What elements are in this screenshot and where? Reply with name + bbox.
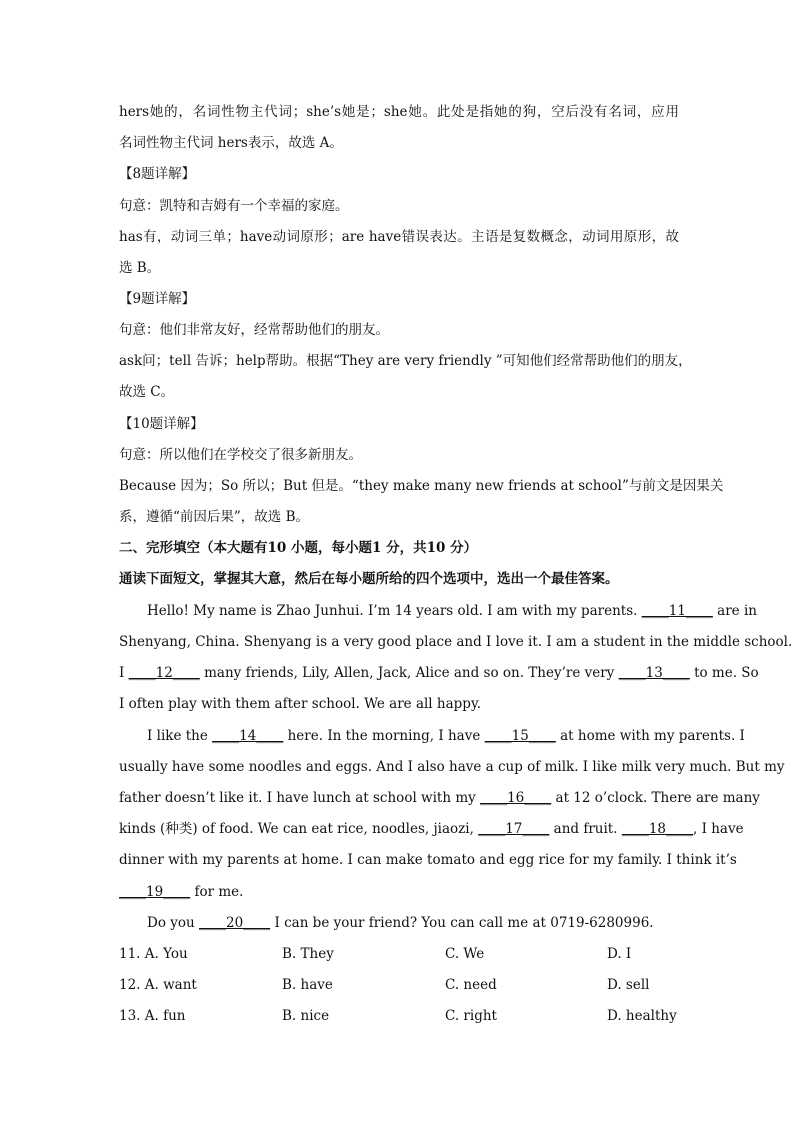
- passage-line: father doesn’t like it. I have lunch at school with my ____16____ at 12 o’clock. There are many: [119, 790, 760, 806]
- q10-meaning: 句意：所以他们在学校交了很多新朋友。: [119, 447, 362, 463]
- q9-explanation-line-2: 故选 C。: [119, 384, 175, 400]
- passage-line: kinds (种类) of food. We can eat rice, noodles, jiaozi, ____17____ and fruit. ____18____, I have: [119, 821, 744, 837]
- option-c: C. right: [445, 1008, 497, 1024]
- option-d: D. healthy: [607, 1008, 677, 1024]
- passage-line: Hello! My name is Zhao Junhui. I’m 14 years old. I am with my parents. ____11____ are in: [147, 603, 757, 619]
- option-a: 12. A. want: [119, 977, 197, 993]
- passage-line: I like the ____14____ here. In the morning, I have ____15____ at home with my parents. I: [147, 728, 745, 744]
- q10-explanation-line-1: Because 因为；So 所以；But 但是。“they make many new friends at school”与前文是因果关: [119, 478, 724, 494]
- option-b: B. have: [282, 977, 333, 993]
- passage-line: I often play with them after school. We are all happy.: [119, 696, 482, 712]
- option-a: 11. A. You: [119, 946, 188, 962]
- section-instruction: 通读下面短文，掌握其大意，然后在每小题所给的四个选项中，选出一个最佳答案。: [119, 571, 619, 587]
- blank-17: ____17____: [478, 821, 550, 837]
- blank-19: ____19____: [119, 884, 191, 900]
- option-b: B. nice: [282, 1008, 330, 1024]
- blank-14: ____14____: [212, 728, 284, 744]
- q9-meaning: 句意：他们非常友好，经常帮助他们的朋友。: [119, 322, 389, 338]
- passage-line: dinner with my parents at home. I can make tomato and egg rice for my family. I think it’s: [119, 852, 737, 868]
- passage-line: ____19____ for me.: [119, 884, 244, 900]
- section-heading: 二、完形填空（本大题有10 小题，每小题1 分，共10 分）: [119, 540, 478, 556]
- passage-line: usually have some noodles and eggs. And I also have a cup of milk. I like milk very much. But my: [119, 759, 785, 775]
- option-b: B. They: [282, 946, 334, 962]
- blank-16: ____16____: [480, 790, 552, 806]
- q10-explanation-line-2: 系，遵循“前因后果”，故选 B。: [119, 509, 310, 525]
- blank-12: ____12____: [128, 665, 200, 681]
- blank-18: ____18____: [621, 821, 693, 837]
- q8-explanation-line-2: 选 B。: [119, 260, 161, 276]
- q8-title: 【8题详解】: [119, 166, 196, 182]
- passage-line: Do you ____20____ I can be your friend? You can call me at 0719-6280996.: [147, 915, 654, 931]
- option-d: D. sell: [607, 977, 650, 993]
- q9-explanation-line-1: ask问；tell 告诉；help帮助。根据“They are very friendly ”可知他们经常帮助他们的朋友，: [119, 353, 692, 369]
- q8-explanation-line-1: has有，动词三单；have动词原形；are have错误表达。主语是复数概念，动词用原形，故: [119, 229, 679, 245]
- passage-line: I ____12____ many friends, Lily, Allen, Jack, Alice and so on. They’re very ____13____ to me. So: [119, 665, 759, 681]
- option-c: C. We: [445, 946, 485, 962]
- q7-explanation-line-1: hers她的，名词性物主代词；she’s她是；she她。此处是指她的狗，空后没有名词，应用: [119, 104, 679, 120]
- option-d: D. I: [607, 946, 632, 962]
- blank-20: ____20____: [198, 915, 271, 931]
- q7-explanation-line-2: 名词性物主代词 hers表示，故选 A。: [119, 135, 343, 151]
- q8-meaning: 句意：凯特和吉姆有一个幸福的家庭。: [119, 198, 349, 214]
- option-c: C. need: [445, 977, 497, 993]
- blank-11: ____11____: [641, 603, 713, 619]
- blank-13: ____13____: [618, 665, 690, 681]
- q9-title: 【9题详解】: [119, 291, 196, 307]
- blank-15: ____15____: [484, 728, 556, 744]
- option-a: 13. A. fun: [119, 1008, 186, 1024]
- q10-title: 【10题详解】: [119, 416, 204, 432]
- passage-line: Shenyang, China. Shenyang is a very good place and I love it. I am a student in the middle school.: [119, 634, 793, 650]
